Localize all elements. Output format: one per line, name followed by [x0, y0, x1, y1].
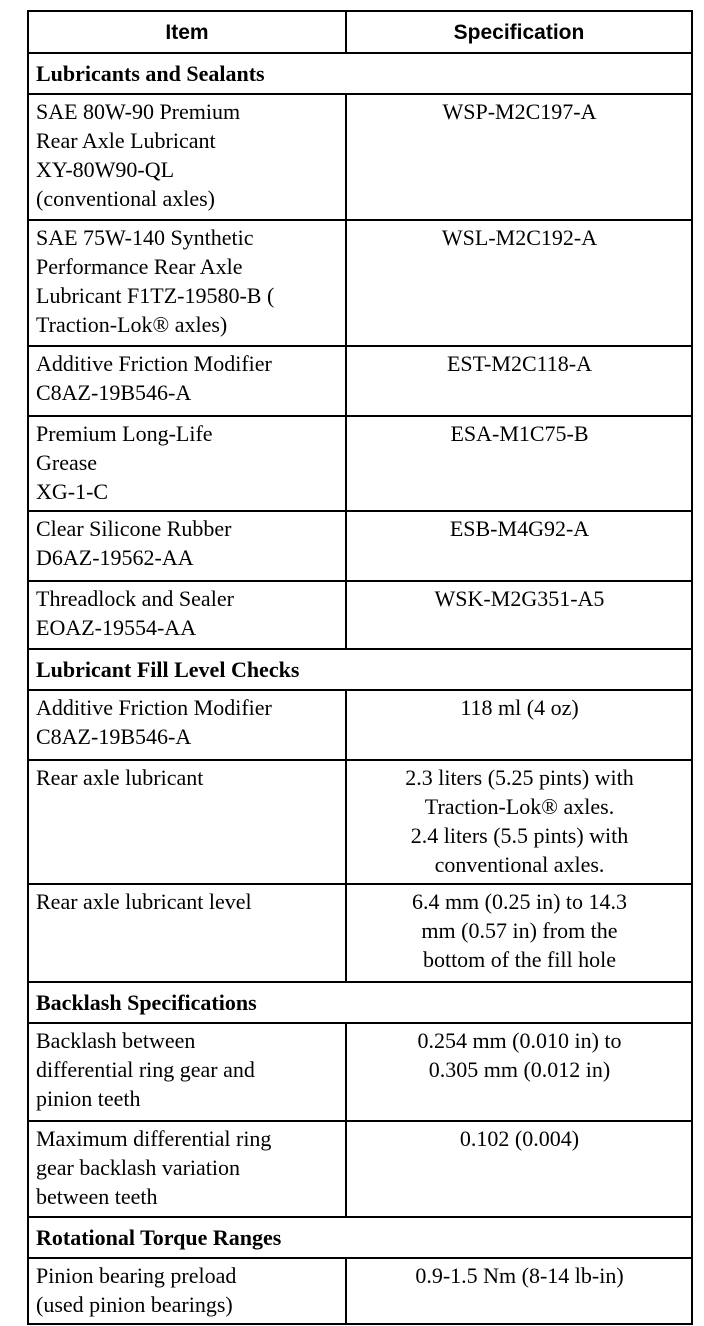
table-row — [28, 346, 692, 416]
item-cell — [28, 94, 346, 220]
item-cell — [28, 1121, 346, 1217]
specification-cell — [346, 690, 692, 760]
item-cell — [28, 760, 346, 884]
section-title: Rotational Torque Ranges — [28, 1217, 692, 1258]
item-text-line: between teeth — [36, 1184, 158, 1209]
item-cell — [28, 1023, 346, 1121]
section-row — [28, 982, 692, 1023]
item-text-line: (conventional axles) — [36, 186, 215, 211]
specification-cell — [346, 511, 692, 581]
table-row — [28, 884, 692, 982]
item-text-line: Rear axle lubricant level — [36, 889, 252, 914]
section-title: Lubricants and Sealants — [28, 53, 692, 94]
item-text-line: Pinion bearing preload — [36, 1263, 237, 1288]
item-text-line: SAE 75W-140 Synthetic — [36, 225, 254, 250]
specification-text-line: WSK-M2G351-A5 — [434, 586, 605, 611]
specification-cell — [346, 220, 692, 346]
item-text-line: Rear axle lubricant — [36, 765, 204, 790]
column-header-item: Item — [28, 11, 346, 53]
specification-cell — [346, 1258, 692, 1324]
table-row — [28, 1023, 692, 1121]
item-text-line: Additive Friction Modifier — [36, 695, 272, 720]
section-row — [28, 649, 692, 690]
item-cell — [28, 346, 346, 416]
specification-text-line: 2.3 liters (5.25 pints) with — [405, 765, 634, 790]
item-text-line: XG-1-C — [36, 479, 109, 504]
table-row — [28, 511, 692, 581]
item-text-line: (used pinion bearings) — [36, 1292, 233, 1317]
specification-text-line: WSL-M2C192-A — [441, 225, 598, 250]
item-text-line: EOAZ-19554-AA — [36, 615, 197, 640]
specification-text-line: 0.9-1.5 Nm (8-14 lb-in) — [415, 1263, 624, 1288]
specification-text-line: ESA-M1C75-B — [450, 421, 589, 446]
item-text-line: Rear Axle Lubricant — [36, 128, 216, 153]
item-text-line: D6AZ-19562-AA — [36, 545, 194, 570]
specification-text-line: ESB-M4G92-A — [449, 516, 590, 541]
item-text-line: Premium Long-Life — [36, 421, 213, 446]
specification-text-line: 6.4 mm (0.25 in) to 14.3 — [411, 889, 628, 914]
specification-cell — [346, 581, 692, 649]
item-text-line: Traction-Lok® axles) — [36, 312, 228, 337]
specification-text-line: 118 ml (4 oz) — [460, 695, 579, 720]
table-row — [28, 1121, 692, 1217]
item-text-line: C8AZ-19B546-A — [36, 724, 192, 749]
section-row — [28, 53, 692, 94]
specifications-table — [27, 10, 693, 1325]
specification-text-line: conventional axles. — [434, 852, 605, 877]
item-cell — [28, 884, 346, 982]
item-cell — [28, 1258, 346, 1324]
item-cell — [28, 581, 346, 649]
item-text-line: Grease — [36, 450, 98, 475]
item-text-line: Additive Friction Modifier — [36, 351, 272, 376]
specification-cell — [346, 884, 692, 982]
specification-text-line: bottom of the fill hole — [422, 947, 617, 972]
item-cell — [28, 220, 346, 346]
specification-cell — [346, 346, 692, 416]
section-title: Backlash Specifications — [28, 982, 692, 1023]
item-text-line: Threadlock and Sealer — [36, 586, 234, 611]
item-cell — [28, 511, 346, 581]
specification-cell — [346, 94, 692, 220]
table-row — [28, 760, 692, 884]
item-text-line: XY-80W90-QL — [36, 157, 175, 182]
table-row — [28, 220, 692, 346]
item-cell — [28, 416, 346, 511]
table-row — [28, 1258, 692, 1324]
specification-text-line: 0.102 (0.004) — [459, 1126, 580, 1151]
item-text-line: pinion teeth — [36, 1086, 141, 1111]
specification-cell — [346, 1023, 692, 1121]
item-text-line: C8AZ-19B546-A — [36, 380, 192, 405]
table-row — [28, 416, 692, 511]
item-text-line: gear backlash variation — [36, 1155, 241, 1180]
item-text-line: differential ring gear and — [36, 1057, 255, 1082]
column-header-specification: Specification — [346, 11, 692, 53]
section-row — [28, 1217, 692, 1258]
specification-text-line: 0.305 mm (0.012 in) — [428, 1057, 611, 1082]
item-text-line: SAE 80W-90 Premium — [36, 99, 241, 124]
table-row — [28, 94, 692, 220]
section-title: Lubricant Fill Level Checks — [28, 649, 692, 690]
specification-cell — [346, 416, 692, 511]
specification-text-line: Traction-Lok® axles. — [424, 794, 615, 819]
specification-text-line: EST-M2C118-A — [446, 351, 593, 376]
item-text-line: Performance Rear Axle — [36, 254, 243, 279]
header-row — [28, 11, 692, 53]
specification-text-line: WSP-M2C197-A — [442, 99, 597, 124]
specification-cell — [346, 760, 692, 884]
item-text-line: Lubricant F1TZ-19580-B ( — [36, 283, 275, 308]
specification-text-line: 0.254 mm (0.010 in) to — [417, 1028, 622, 1053]
item-text-line: Clear Silicone Rubber — [36, 516, 232, 541]
item-text-line: Backlash between — [36, 1028, 196, 1053]
specification-text-line: 2.4 liters (5.5 pints) with — [410, 823, 629, 848]
item-cell — [28, 690, 346, 760]
table-row — [28, 581, 692, 649]
specification-text-line: mm (0.57 in) from the — [421, 918, 618, 943]
item-text-line: Maximum differential ring — [36, 1126, 272, 1151]
table-row — [28, 690, 692, 760]
specification-cell — [346, 1121, 692, 1217]
